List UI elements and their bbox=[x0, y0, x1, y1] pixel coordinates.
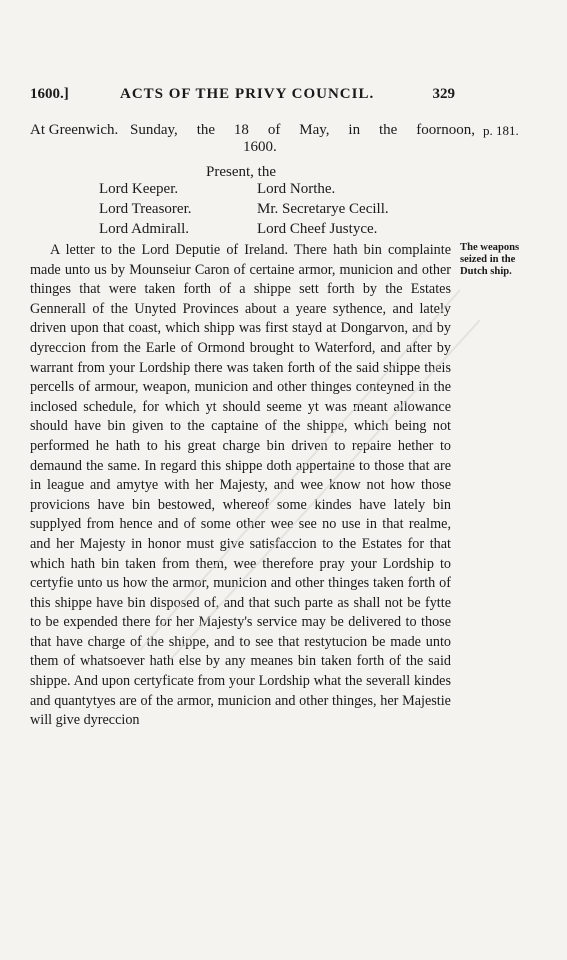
attendee: Lord Admirall. bbox=[99, 221, 189, 237]
letter-paragraph: A letter to the Lord Deputie of Ireland. There hath bin complainte made unto us by Mounseiur Caron of certaine armor, municion and other thinges that were taken forth of a shippe sett forth by the Estates Gennerall of the Unyted Provinces about a yeare sythence, and lately driven upon that coast, which shipp was first stayd at Dongarvon, and by dyreccion from the Earle of Ormond brought to Waterford, and after by warrant from your Lordship there was taken forth of the said shippe theis percells of armour, weapon, municion and other thinges conteyned in the inclosed schedule, for which yt should seeme yt was meant allowance should have bin given to the captaine of the shippe, which being not performed he hath to his great charge bin driven to repaire hether to demaund the same. In regard this shippe doth appertaine to those that are in league and amytye with her Majesty, and wee know not how those provicions have bin bestowed, whereof some kindes have lately bin supplyed from hence and of some other wee see no use in that realme, and her Majesty in honor must give satisfaccion to the Estates for that which hath bin taken from them, wee therefore pray your Lordship to certyfie unto us how the armor, municion and other thinges taken forth of this shippe have bin disposed of, and that such parte as shall not be fytte to be expended there for her Majesty's service may be delivered to those that have charge of the shippe, and to see that restytucion be made unto them of whatsoever hath else by any meanes bin taken forth of the said shippe. And upon certyficate from your Lordship what the severall kindes and quantytyes are of the armor, municion and other thinges, her Majestie will give dyreccion bbox=[30, 242, 451, 729]
attendee: Lord Treasorer. bbox=[99, 201, 192, 217]
meeting-year: 1600. bbox=[243, 139, 277, 155]
page-number: 329 bbox=[432, 86, 455, 102]
attendee-row bbox=[99, 181, 419, 201]
attendee: Lord Northe. bbox=[257, 181, 336, 197]
attendee-row bbox=[99, 221, 419, 241]
original-page-ref: p. 181. bbox=[483, 123, 519, 138]
meeting-date: Sunday, the 18 of May, in the foornoon, bbox=[130, 122, 475, 138]
attendee: Lord Keeper. bbox=[99, 181, 179, 197]
letter-body bbox=[30, 241, 451, 731]
meeting-place: At Greenwich. bbox=[30, 122, 119, 138]
present-label: Present, the bbox=[206, 164, 276, 180]
header-title: ACTS OF THE PRIVY COUNCIL. bbox=[120, 86, 375, 102]
attendee: Lord Cheef Justyce. bbox=[257, 221, 378, 237]
attendee: Mr. Secretarye Cecill. bbox=[257, 201, 389, 217]
attendee-row bbox=[99, 201, 419, 221]
margin-note: The weapons seized in the Dutch ship. bbox=[460, 242, 520, 277]
header-year: 1600.] bbox=[30, 86, 69, 102]
attendee-list bbox=[99, 181, 419, 241]
running-header bbox=[30, 86, 455, 108]
